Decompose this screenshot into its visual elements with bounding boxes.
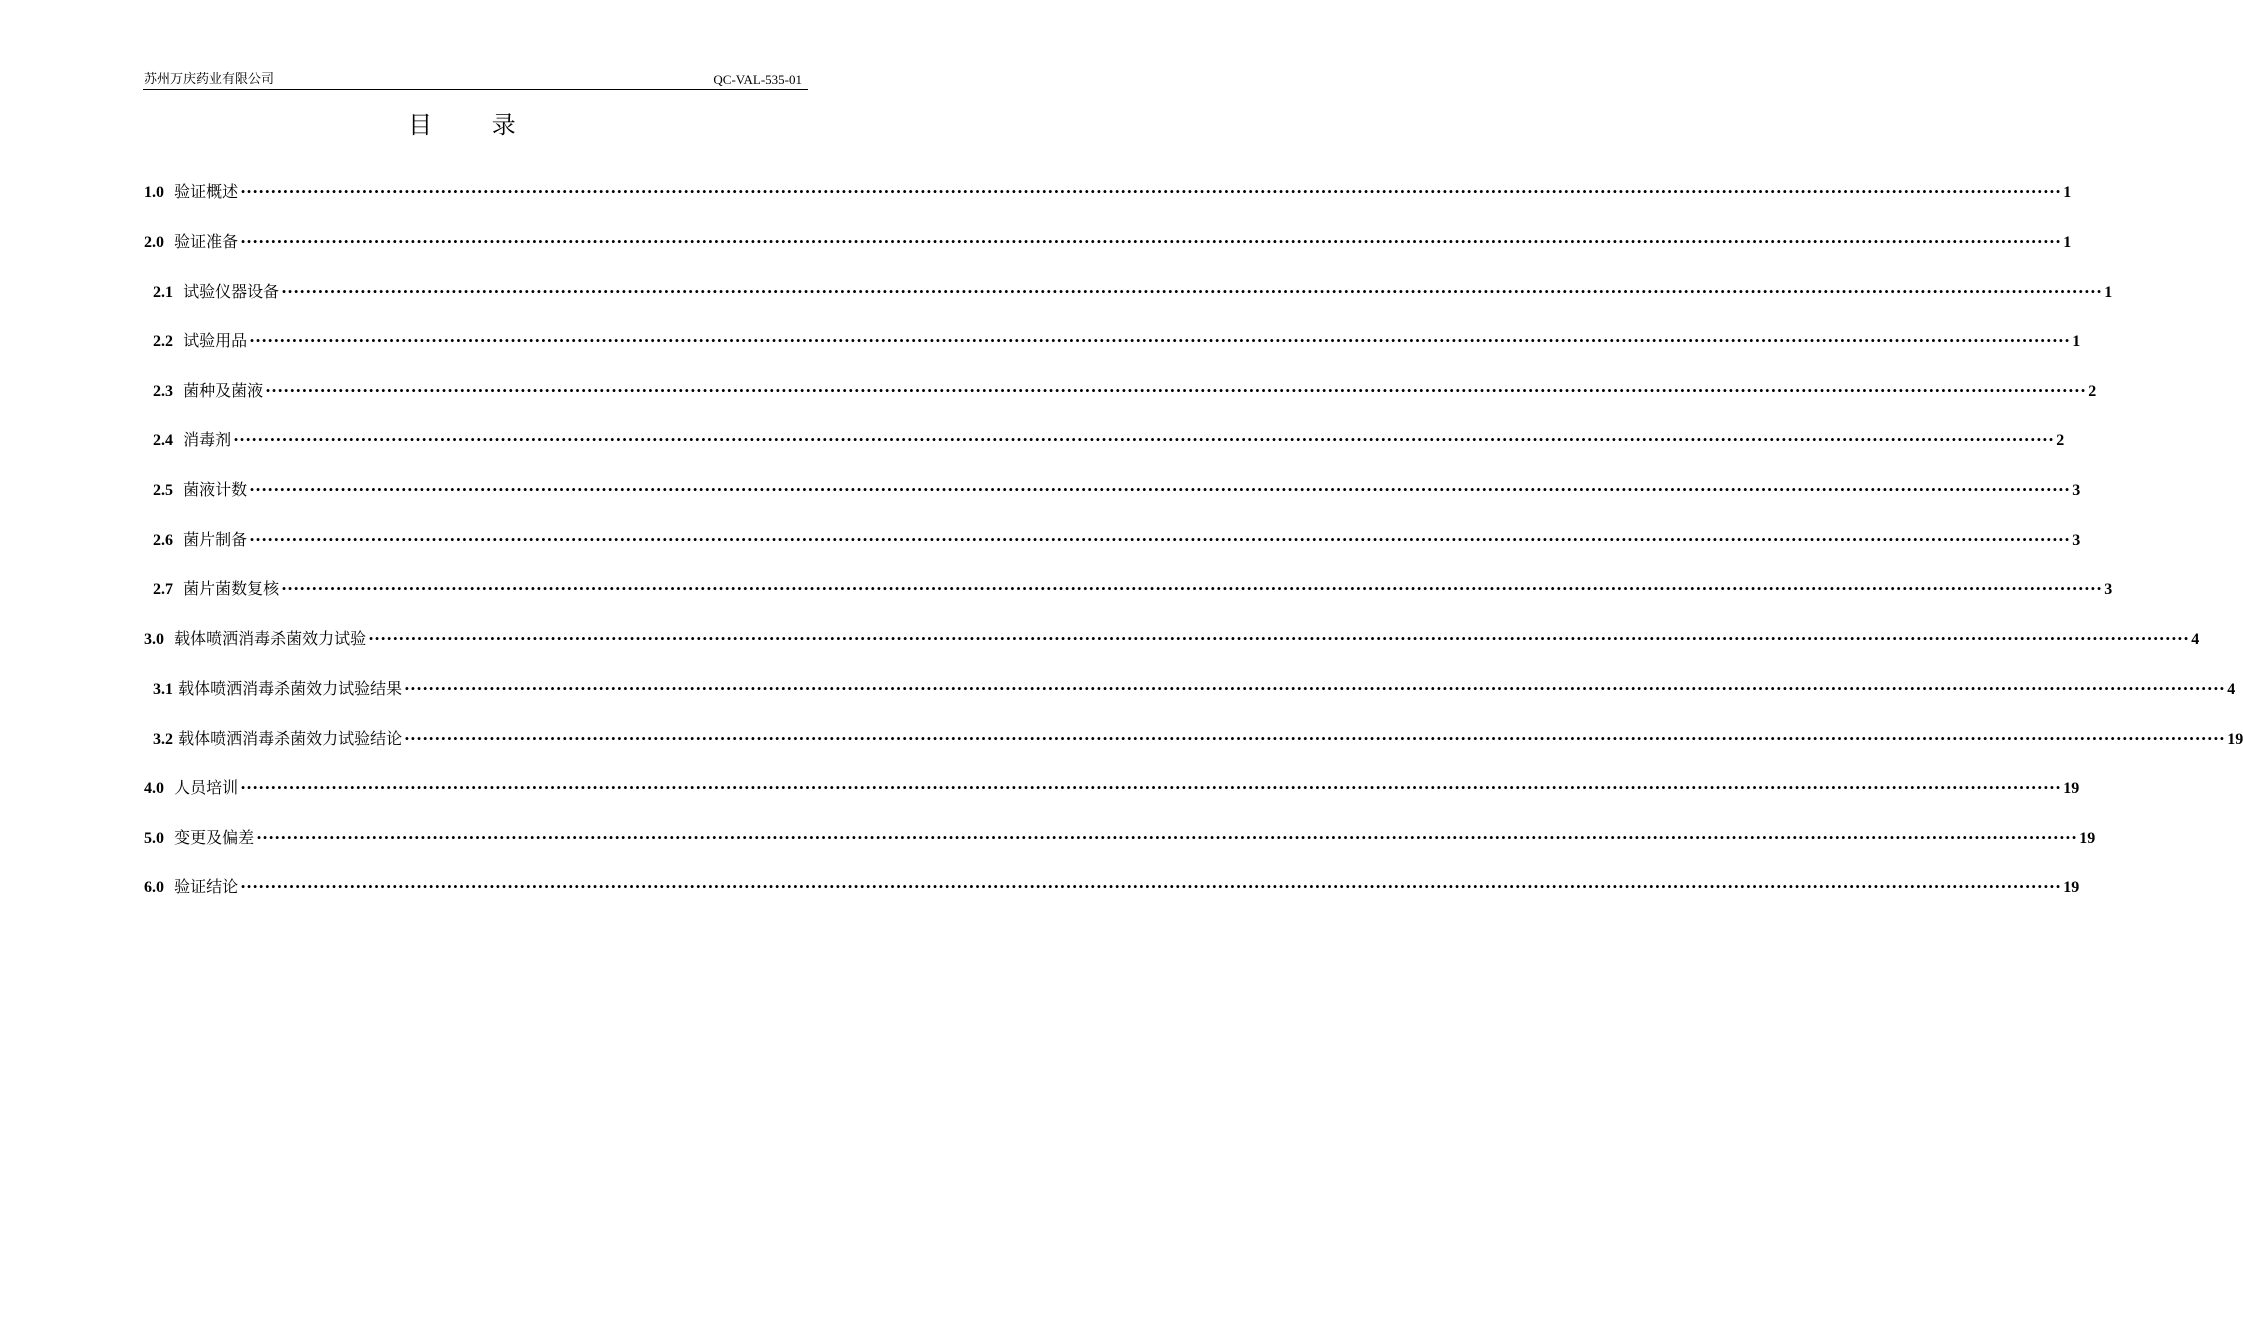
toc-entry-number: 3.2 <box>153 731 173 748</box>
toc-entry[interactable] <box>144 230 2072 254</box>
toc-entry-number: 3.0 <box>144 631 164 648</box>
toc-entry-label: 菌种及菌液 <box>183 381 264 400</box>
document-number: QC-VAL-535-01 <box>713 72 802 87</box>
toc-entry-number: 4.0 <box>144 780 164 797</box>
toc-entry[interactable] <box>153 677 2236 701</box>
toc-leader: ············································································································································································································································································································ <box>265 381 2087 400</box>
toc-entry[interactable] <box>153 329 2081 353</box>
toc-entry-number: 3.1 <box>153 681 173 698</box>
toc-entry-number: 2.2 <box>153 333 173 350</box>
toc-entry[interactable] <box>153 428 2065 452</box>
toc-entry-number: 6.0 <box>144 879 164 896</box>
toc-entry[interactable] <box>153 379 2097 403</box>
toc-entry-page: 3 <box>2104 581 2113 598</box>
toc-leader: ············································································································································································································································································································ <box>249 530 2071 549</box>
toc-entry[interactable] <box>144 826 2096 850</box>
toc-entry-number: 2.6 <box>153 532 173 549</box>
toc-entry-number: 5.0 <box>144 830 164 847</box>
toc-entry-label: 载体喷洒消毒杀菌效力试验 <box>174 629 367 648</box>
toc-leader: ············································································································································································································································································································ <box>249 331 2071 350</box>
toc-entry-page: 19 <box>2079 830 2096 847</box>
toc-entry-number: 2.3 <box>153 383 173 400</box>
toc-entry-label: 变更及偏差 <box>174 828 255 847</box>
toc-entry-page: 2 <box>2056 432 2065 449</box>
toc-entry-page: 1 <box>2063 184 2072 201</box>
toc-entry[interactable] <box>153 528 2081 552</box>
toc-entry-label: 载体喷洒消毒杀菌效力试验结果 <box>178 679 403 698</box>
toc-entry[interactable] <box>153 727 2243 751</box>
toc-entry-page: 1 <box>2072 333 2081 350</box>
toc-entry-number: 2.5 <box>153 482 173 499</box>
toc-entry-page: 19 <box>2063 879 2080 896</box>
toc-leader: ············································································································································································································································································································ <box>240 182 2062 201</box>
toc-entry-label: 菌液计数 <box>183 480 248 499</box>
toc-leader: ············································································································································································································································································································ <box>256 828 2078 847</box>
toc-entry-label: 验证概述 <box>174 182 239 201</box>
toc-entry[interactable] <box>153 478 2081 502</box>
toc-entry-label: 人员培训 <box>174 778 239 797</box>
toc-leader: ············································································································································································································································································································ <box>249 480 2071 499</box>
toc-leader: ············································································································································································································································································································ <box>240 877 2062 896</box>
toc-leader: ············································································································································································································································································································ <box>240 232 2062 251</box>
toc-entry-label: 验证结论 <box>174 877 239 896</box>
toc-entry[interactable] <box>144 776 2080 800</box>
toc-entry-page: 3 <box>2072 532 2081 549</box>
toc-leader: ············································································································································································································································································································ <box>233 430 2055 449</box>
toc-leader: ············································································································································································································································································································ <box>240 778 2062 797</box>
toc-entry-page: 4 <box>2227 681 2236 698</box>
toc-leader: ············································································································································································································································································································ <box>404 729 2226 748</box>
page-header <box>143 70 808 90</box>
toc-entry-page: 19 <box>2227 731 2243 748</box>
toc-entry-number: 1.0 <box>144 184 164 201</box>
toc-entry-label: 菌片菌数复核 <box>183 579 280 598</box>
toc-entry-number: 2.4 <box>153 432 173 449</box>
toc-entry-label: 验证准备 <box>174 232 239 251</box>
toc-entry-label: 试验用品 <box>183 331 248 350</box>
toc-entry-page: 19 <box>2063 780 2080 797</box>
toc-entry[interactable] <box>144 875 2080 899</box>
toc-entry-number: 2.7 <box>153 581 173 598</box>
toc-leader: ············································································································································································································································································································ <box>281 579 2103 598</box>
toc-entry-page: 2 <box>2088 383 2097 400</box>
toc-entry[interactable] <box>153 280 2113 304</box>
toc-entry-label: 消毒剂 <box>183 430 232 449</box>
toc-entry[interactable] <box>153 577 2113 601</box>
toc-leader: ············································································································································································································································································································ <box>281 282 2103 301</box>
toc-entry-page: 3 <box>2072 482 2081 499</box>
toc-leader: ············································································································································································································································································································ <box>368 629 2190 648</box>
company-name: 苏州万庆药业有限公司 <box>144 72 275 87</box>
toc-entry-number: 2.0 <box>144 234 164 251</box>
toc-entry[interactable] <box>144 627 2200 651</box>
toc-entry[interactable] <box>144 180 2072 204</box>
toc-entry-page: 1 <box>2063 234 2072 251</box>
toc-entry-page: 4 <box>2191 631 2200 648</box>
toc-entry-label: 试验仪器设备 <box>183 282 280 301</box>
toc-entry-number: 2.1 <box>153 284 173 301</box>
toc-entry-label: 载体喷洒消毒杀菌效力试验结论 <box>178 729 403 748</box>
page-title: 目 录 <box>408 111 542 139</box>
toc-entry-page: 1 <box>2104 284 2113 301</box>
toc-entry-label: 菌片制备 <box>183 530 248 549</box>
toc-leader: ············································································································································································································································································································ <box>404 679 2226 698</box>
